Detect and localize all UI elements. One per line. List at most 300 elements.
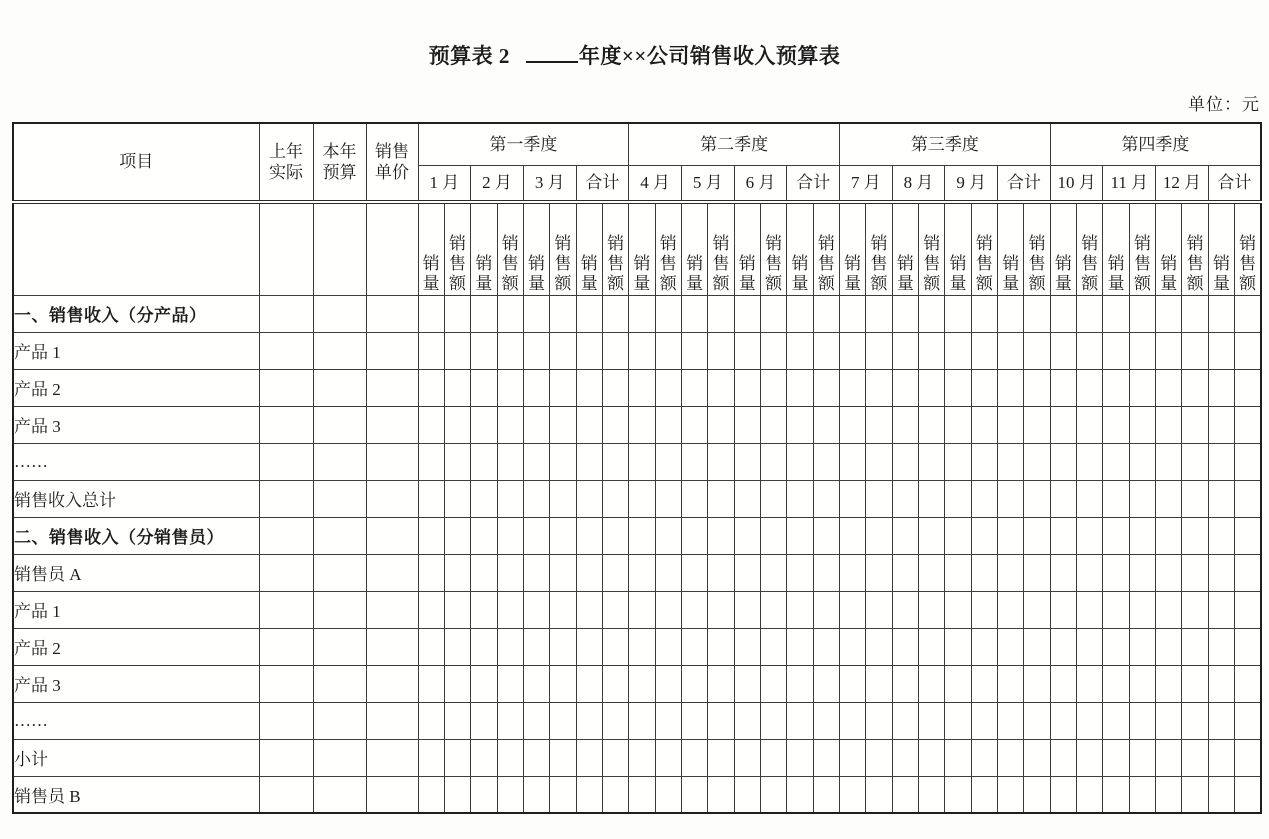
data-cell [760,665,786,702]
page-title [0,40,1269,70]
data-cell [1077,628,1103,665]
data-cell [1235,332,1261,369]
data-cell [1208,406,1234,443]
row-label: …… [13,443,259,480]
data-cell [708,702,734,739]
data-cell [576,739,602,776]
data-cell [971,517,997,554]
data-cell [1235,591,1261,628]
data-cell [1156,332,1182,369]
data-cell [1103,295,1129,332]
data-cell [1050,628,1076,665]
data-cell [1156,443,1182,480]
data-cell [1182,702,1208,739]
data-cell [708,554,734,591]
data-cell [313,591,366,628]
data-cell [681,406,707,443]
data-cell [523,739,549,776]
unit-label: 单位：元 [1188,95,1260,114]
data-cell [1024,591,1050,628]
col-header-month-5: 5 月 [681,165,734,202]
data-cell [1208,665,1234,702]
data-cell [840,517,866,554]
data-cell [523,776,549,813]
data-cell [1077,480,1103,517]
data-cell [681,628,707,665]
data-cell [1050,295,1076,332]
data-cell [1103,702,1129,739]
col-header-month-6: 6 月 [734,165,787,202]
row-label: 二、销售收入（分销售员） [13,517,259,554]
data-cell [787,554,813,591]
data-cell [1103,406,1129,443]
data-cell [1103,480,1129,517]
data-cell [655,702,681,739]
data-cell [971,591,997,628]
data-cell [813,702,839,739]
data-cell [919,443,945,480]
data-cell [1103,517,1129,554]
data-cell [444,406,470,443]
data-cell [681,443,707,480]
data-cell [813,665,839,702]
data-cell [259,554,313,591]
data-cell [971,702,997,739]
col-header-month-12: 12 月 [1156,165,1209,202]
data-cell [813,480,839,517]
data-cell [444,665,470,702]
data-cell [1050,665,1076,702]
data-cell [602,480,628,517]
data-cell [313,702,366,739]
data-cell [840,628,866,665]
data-cell [366,480,418,517]
data-cell [1156,739,1182,776]
data-cell [1050,406,1076,443]
data-cell [655,295,681,332]
data-cell [945,665,971,702]
subcol-header-sales-volume: 销 量 [629,202,655,295]
data-cell [919,628,945,665]
data-cell [1156,369,1182,406]
data-cell [629,517,655,554]
row-label: 销售员 B [13,776,259,813]
data-cell [1024,480,1050,517]
subcol-header-sales-amount: 销 售 额 [760,202,786,295]
data-cell [259,369,313,406]
table-row [13,480,1261,517]
data-cell [444,369,470,406]
data-cell [681,480,707,517]
data-cell [444,702,470,739]
data-cell [919,702,945,739]
data-cell [734,739,760,776]
col-header-month-8: 8 月 [892,165,945,202]
data-cell [919,406,945,443]
data-cell [1156,517,1182,554]
data-cell [1235,739,1261,776]
data-cell [1129,702,1155,739]
data-cell [418,554,444,591]
table-row [13,554,1261,591]
data-cell [1129,665,1155,702]
data-cell [418,443,444,480]
data-cell [259,406,313,443]
data-cell [840,295,866,332]
data-cell [998,406,1024,443]
data-cell [418,628,444,665]
data-cell [760,554,786,591]
data-cell [1208,739,1234,776]
data-cell [629,665,655,702]
data-cell [708,332,734,369]
data-cell [550,591,576,628]
data-cell [1156,665,1182,702]
data-cell [892,628,918,665]
data-cell [1235,369,1261,406]
data-cell [866,332,892,369]
data-cell [497,332,523,369]
data-cell [866,776,892,813]
data-cell [523,443,549,480]
data-cell [734,480,760,517]
data-cell [313,295,366,332]
col-header-q2-total: 合计 [787,165,840,202]
data-cell [366,517,418,554]
data-cell [259,591,313,628]
data-cell [840,480,866,517]
data-cell [1129,554,1155,591]
empty-cell-prev-year-actual [259,202,313,295]
subcol-header-sales-volume: 销 量 [471,202,497,295]
data-cell [550,480,576,517]
table-row [13,665,1261,702]
data-cell [681,295,707,332]
data-cell [576,591,602,628]
data-cell [1103,554,1129,591]
data-cell [523,554,549,591]
data-cell [471,443,497,480]
data-cell [655,554,681,591]
data-cell [418,480,444,517]
data-cell [945,517,971,554]
row-label: 产品 2 [13,369,259,406]
data-cell [1156,295,1182,332]
data-cell [813,295,839,332]
data-cell [655,739,681,776]
data-cell [998,776,1024,813]
table-row [13,739,1261,776]
data-cell [1024,628,1050,665]
data-cell [629,406,655,443]
data-cell [523,295,549,332]
data-cell [418,295,444,332]
data-cell [497,702,523,739]
col-header-month-3: 3 月 [523,165,576,202]
col-header-item: 项目 [13,123,259,202]
data-cell [444,776,470,813]
data-cell [892,406,918,443]
data-cell [1077,739,1103,776]
subcol-header-sales-amount: 销 售 额 [813,202,839,295]
data-cell [1182,369,1208,406]
data-cell [497,369,523,406]
subcol-header-sales-amount: 销 售 额 [1182,202,1208,295]
data-cell [497,739,523,776]
data-cell [444,332,470,369]
data-cell [892,591,918,628]
data-cell [760,628,786,665]
data-cell [892,776,918,813]
col-header-month-10: 10 月 [1050,165,1103,202]
col-header-current-year-budget: 本年 预算 [313,123,366,202]
data-cell [971,776,997,813]
row-label: 产品 3 [13,665,259,702]
data-cell [813,554,839,591]
subcol-header-sales-volume: 销 量 [998,202,1024,295]
sales-revenue-budget-table [12,122,1262,814]
data-cell [576,332,602,369]
data-cell [1103,628,1129,665]
col-header-month-11: 11 月 [1103,165,1156,202]
data-cell [576,554,602,591]
data-cell [444,517,470,554]
data-cell [787,443,813,480]
data-cell [602,443,628,480]
data-cell [760,295,786,332]
data-cell [1077,369,1103,406]
data-cell [866,369,892,406]
data-cell [629,295,655,332]
data-cell [1077,702,1103,739]
data-cell [550,554,576,591]
data-cell [1129,406,1155,443]
data-cell [313,406,366,443]
subcol-header-sales-volume: 销 量 [892,202,918,295]
data-cell [892,517,918,554]
data-cell [760,591,786,628]
data-cell [945,554,971,591]
data-cell [1182,554,1208,591]
data-cell [681,554,707,591]
data-cell [866,665,892,702]
data-cell [1235,628,1261,665]
data-cell [259,480,313,517]
data-cell [602,776,628,813]
subcol-header-sales-amount: 销 售 额 [1129,202,1155,295]
data-cell [602,406,628,443]
data-cell [945,628,971,665]
data-cell [366,665,418,702]
data-cell [919,665,945,702]
data-cell [471,517,497,554]
data-cell [655,332,681,369]
data-cell [708,665,734,702]
data-cell [444,628,470,665]
data-cell [787,406,813,443]
data-cell [1024,443,1050,480]
table-row [13,628,1261,665]
data-cell [418,739,444,776]
data-cell [1129,332,1155,369]
data-cell [576,295,602,332]
data-cell [655,369,681,406]
data-cell [1103,369,1129,406]
data-cell [734,295,760,332]
subcol-header-sales-volume: 销 量 [734,202,760,295]
data-cell [998,739,1024,776]
col-header-month-9: 9 月 [945,165,998,202]
data-cell [919,517,945,554]
data-cell [1182,739,1208,776]
data-cell [366,369,418,406]
data-cell [945,591,971,628]
data-cell [523,332,549,369]
data-cell [1208,517,1234,554]
data-cell [681,739,707,776]
col-header-q1-total: 合计 [576,165,629,202]
subcol-header-sales-amount: 销 售 额 [866,202,892,295]
data-cell [313,332,366,369]
data-cell [602,628,628,665]
data-cell [313,443,366,480]
data-cell [1024,295,1050,332]
col-header-month-4: 4 月 [629,165,682,202]
data-cell [919,591,945,628]
data-cell [998,628,1024,665]
data-cell [1208,554,1234,591]
data-cell [708,591,734,628]
data-cell [760,702,786,739]
data-cell [313,517,366,554]
data-cell [655,517,681,554]
title-blank-underline [526,40,578,63]
data-cell [945,739,971,776]
col-header-sales-unit-price: 销售 单价 [366,123,418,202]
data-cell [708,628,734,665]
data-cell [1235,517,1261,554]
data-cell [1103,443,1129,480]
data-cell [259,776,313,813]
data-cell [760,406,786,443]
data-cell [708,480,734,517]
data-cell [550,406,576,443]
data-cell [259,517,313,554]
data-cell [1050,517,1076,554]
data-cell [471,591,497,628]
data-cell [840,591,866,628]
row-label: 产品 3 [13,406,259,443]
data-cell [497,628,523,665]
data-cell [945,295,971,332]
empty-cell-item [13,202,259,295]
data-cell [998,332,1024,369]
data-cell [1182,517,1208,554]
data-cell [523,702,549,739]
data-cell [1182,295,1208,332]
data-cell [550,628,576,665]
data-cell [1077,406,1103,443]
data-cell [1024,776,1050,813]
data-cell [259,665,313,702]
subcol-header-sales-amount: 销 售 额 [971,202,997,295]
data-cell [840,665,866,702]
data-cell [708,443,734,480]
data-cell [998,443,1024,480]
data-cell [1182,406,1208,443]
data-cell [919,332,945,369]
row-label: …… [13,702,259,739]
data-cell [919,739,945,776]
data-cell [602,517,628,554]
data-cell [366,406,418,443]
data-cell [681,591,707,628]
data-cell [1129,739,1155,776]
data-cell [840,702,866,739]
data-cell [681,517,707,554]
data-cell [313,665,366,702]
data-cell [366,702,418,739]
data-cell [602,739,628,776]
data-cell [602,591,628,628]
data-cell [1182,628,1208,665]
data-cell [1156,628,1182,665]
data-cell [1050,739,1076,776]
data-cell [813,739,839,776]
data-cell [708,517,734,554]
data-cell [1024,739,1050,776]
data-cell [550,295,576,332]
data-cell [471,554,497,591]
data-cell [1050,480,1076,517]
data-cell [418,591,444,628]
data-cell [892,295,918,332]
data-cell [892,480,918,517]
data-cell [366,554,418,591]
data-cell [1024,554,1050,591]
data-cell [1129,480,1155,517]
table-row [13,443,1261,480]
data-cell [497,480,523,517]
subcol-header-sales-amount: 销 售 额 [655,202,681,295]
data-cell [760,369,786,406]
data-cell [576,369,602,406]
data-cell [892,443,918,480]
data-cell [418,776,444,813]
data-cell [1103,332,1129,369]
data-cell [787,517,813,554]
data-cell [629,369,655,406]
data-cell [1156,554,1182,591]
data-cell [971,665,997,702]
data-cell [998,665,1024,702]
data-cell [760,739,786,776]
row-label: 产品 1 [13,332,259,369]
data-cell [866,443,892,480]
data-cell [734,406,760,443]
data-cell [313,480,366,517]
data-cell [259,332,313,369]
title-prefix: 预算表 2 [428,44,510,68]
data-cell [919,295,945,332]
data-cell [892,665,918,702]
data-cell [576,517,602,554]
data-cell [629,332,655,369]
data-cell [998,702,1024,739]
data-cell [708,406,734,443]
data-cell [971,554,997,591]
data-cell [602,295,628,332]
